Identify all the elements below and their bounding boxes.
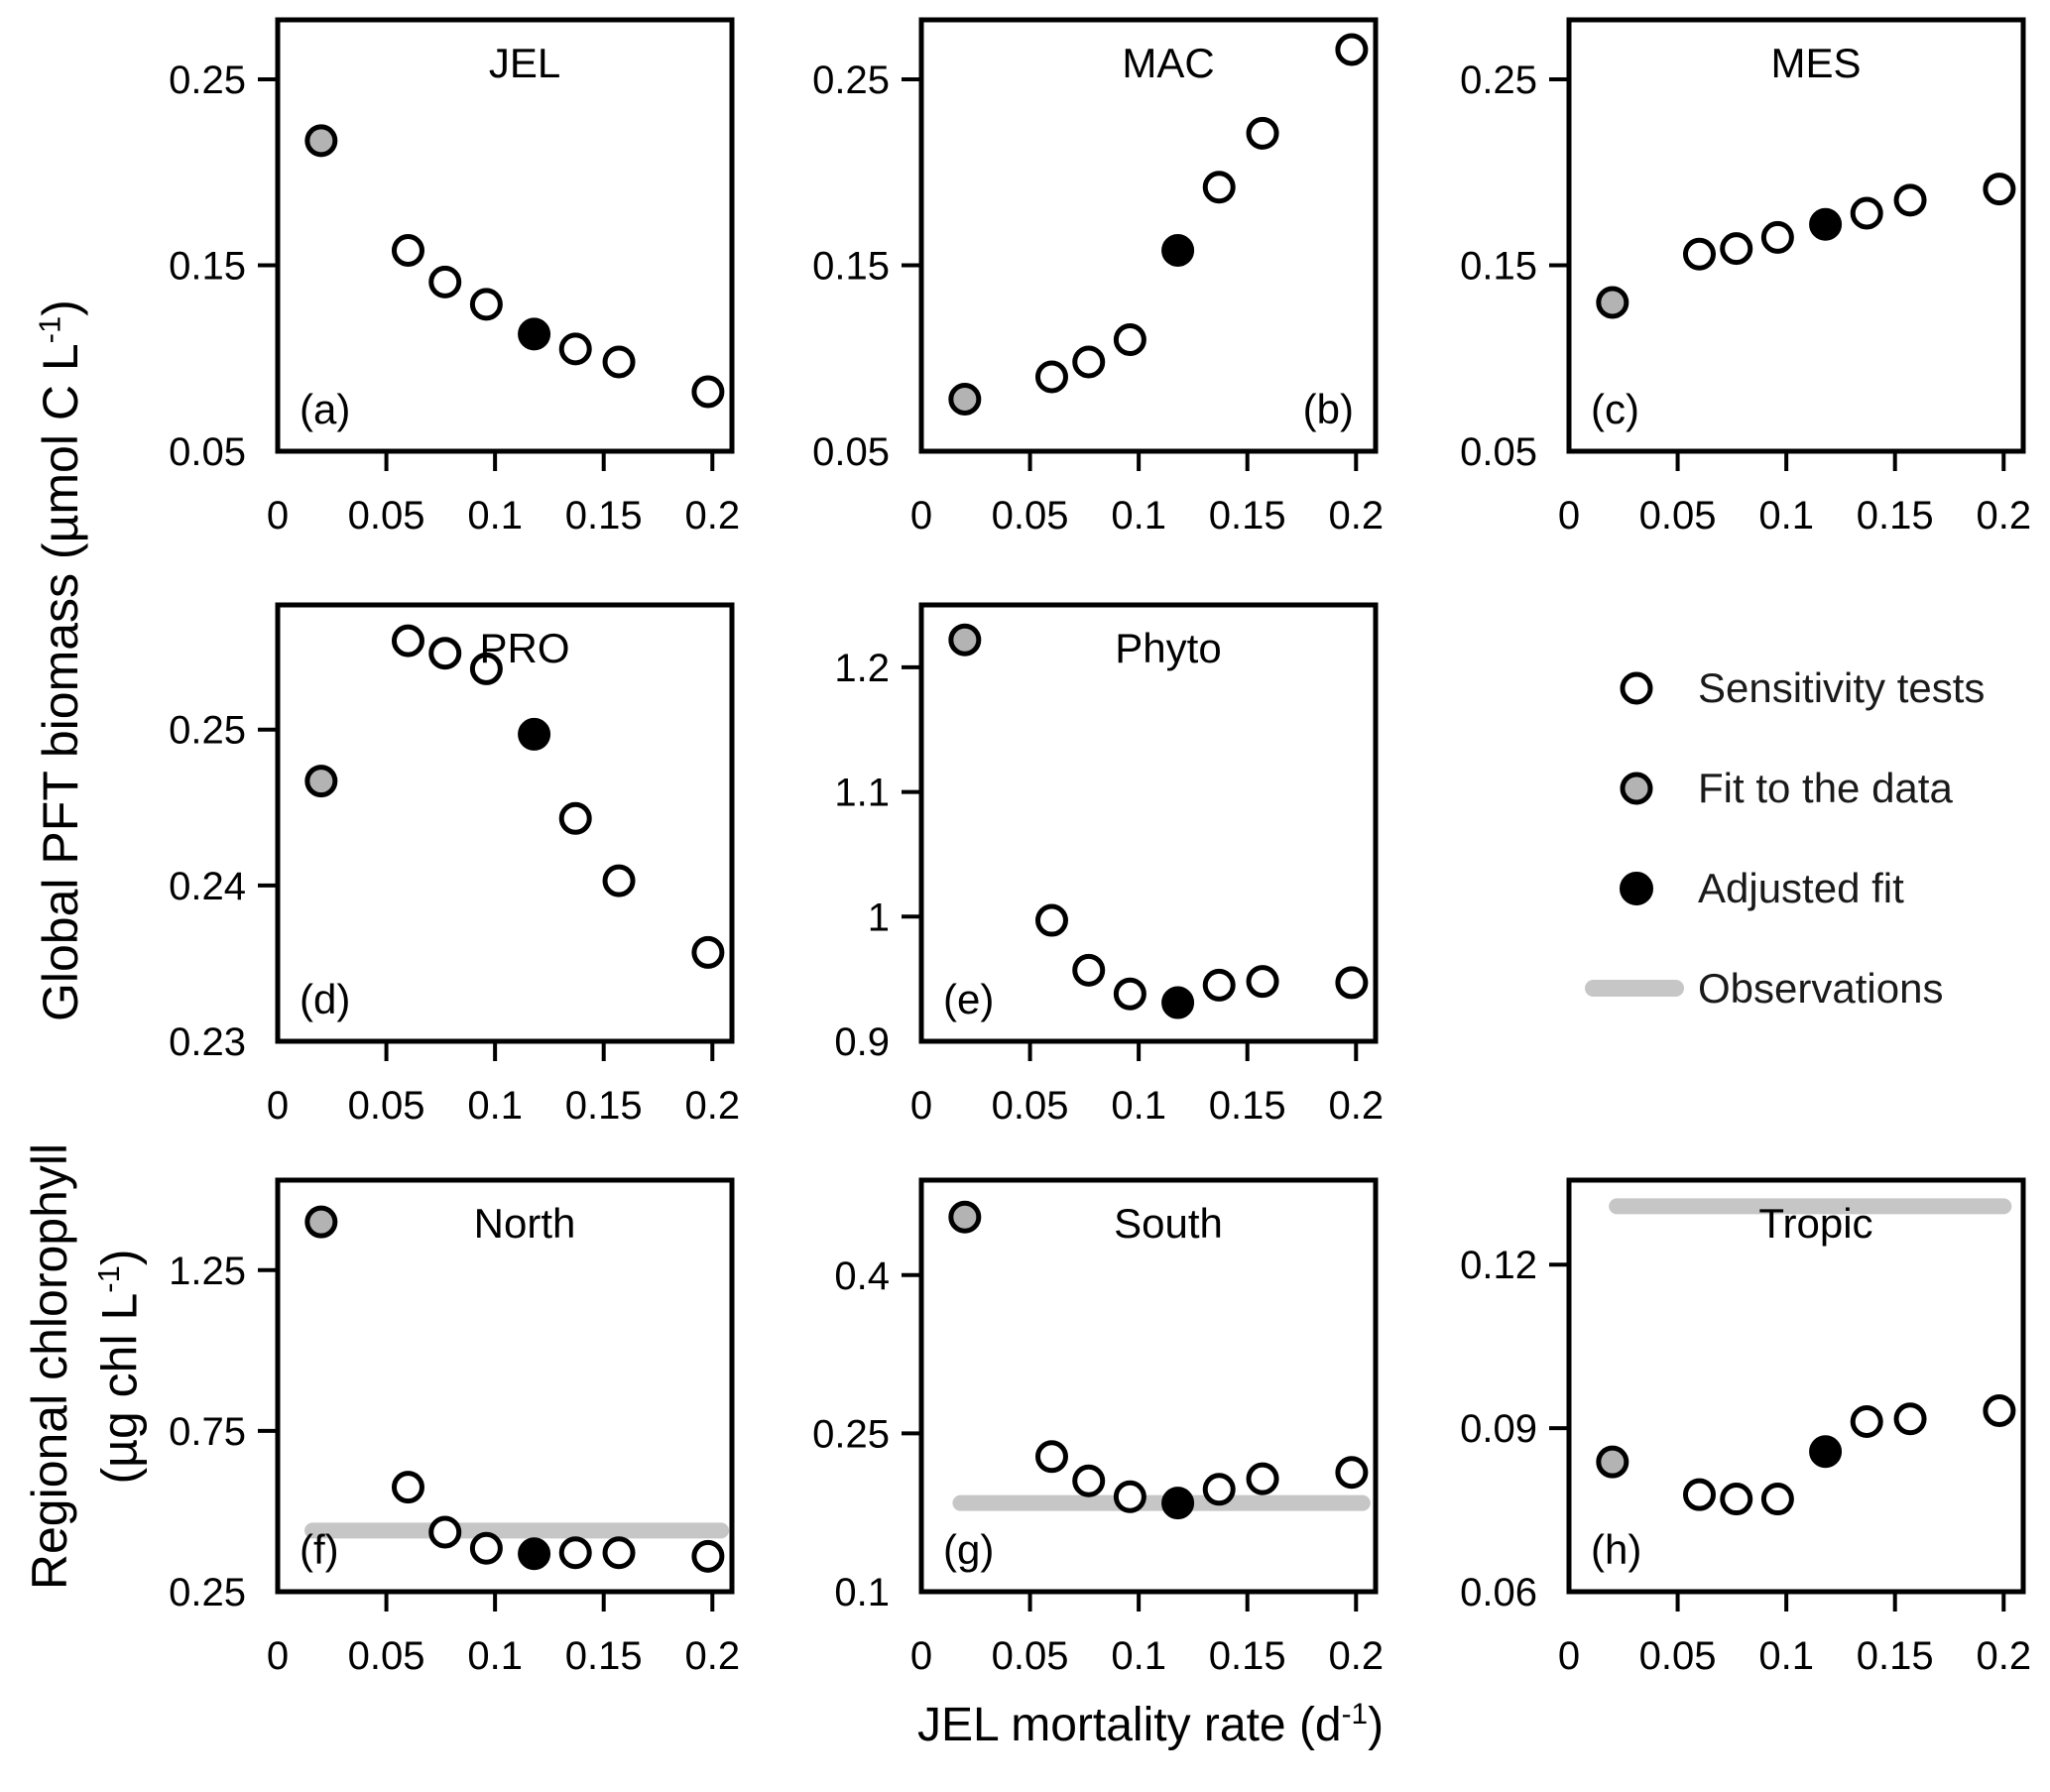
x-tick-label: 0.15 [1856, 1634, 1934, 1678]
adjusted-point [1164, 237, 1192, 265]
fit-point [951, 386, 979, 414]
x-tick-label: 0.2 [684, 494, 741, 538]
fit-point [307, 1208, 335, 1236]
y-tick-label: 0.06 [1460, 1571, 1537, 1614]
sensitivity-point [605, 867, 633, 895]
gray-circle-icon [1579, 761, 1698, 816]
x-tick-label: 0.2 [1976, 494, 2032, 538]
sensitivity-point [694, 378, 722, 406]
fit-point [1599, 1448, 1627, 1476]
x-tick-label: 0.2 [1328, 1084, 1385, 1128]
sensitivity-point [1896, 186, 1924, 214]
x-tick-label: 0 [266, 1084, 290, 1128]
y-tick-label: 0.1 [834, 1571, 890, 1614]
legend-item-observations [1579, 961, 2045, 1016]
sensitivity-point [1986, 1397, 2013, 1425]
sensitivity-point [1986, 176, 2013, 203]
legend [1579, 635, 2045, 1016]
sensitivity-point [1205, 174, 1233, 201]
x-tick-label: 0.05 [991, 1084, 1069, 1128]
panel-title: Tropic [1758, 1200, 1873, 1247]
x-tick-label: 0.05 [991, 1634, 1069, 1678]
fit-point [307, 768, 335, 795]
y-tick-label: 0.15 [812, 244, 890, 289]
panel-letter: (d) [300, 976, 351, 1022]
panel-title: South [1114, 1200, 1223, 1247]
y-tick-label: 0.05 [169, 430, 246, 474]
sensitivity-point [561, 1539, 589, 1567]
panel-b-mac [763, 0, 1415, 570]
sensitivity-point [1205, 1476, 1233, 1503]
y-tick-label: 0.09 [1460, 1407, 1537, 1452]
adjusted-point [521, 720, 548, 748]
y-axis-label-text-close: ) [33, 299, 88, 316]
y-tick-label: 0.75 [169, 1409, 246, 1454]
sensitivity-point [431, 268, 459, 296]
sensitivity-point [694, 1542, 722, 1570]
sensitivity-point [394, 1474, 422, 1501]
y-tick-label: 0.05 [1460, 430, 1537, 474]
x-tick-label: 0.15 [1208, 1634, 1286, 1678]
sensitivity-point [561, 804, 589, 832]
x-tick-label: 0.15 [564, 1634, 643, 1678]
sensitivity-point [1763, 1486, 1791, 1513]
sensitivity-point [1685, 240, 1713, 268]
sensitivity-point [1075, 956, 1103, 984]
y-tick-label: 0.25 [812, 59, 890, 102]
panel-e-phyto [763, 583, 1415, 1160]
x-tick-label: 0.05 [347, 1084, 425, 1128]
x-tick-label: 0.2 [684, 1084, 741, 1128]
x-tick-label: 0.15 [564, 494, 643, 538]
fit-point [307, 127, 335, 155]
x-tick-label: 0 [909, 1634, 933, 1678]
x-tick-label: 0 [1557, 1634, 1581, 1678]
legend-item-sensitivity-tests [1579, 660, 2045, 716]
y-tick-label: 0.23 [169, 1020, 246, 1064]
panel-title: MES [1770, 40, 1862, 86]
adjusted-point [521, 320, 548, 348]
x-tick-label: 0.1 [1758, 1634, 1814, 1678]
sensitivity-point [1763, 223, 1791, 251]
sensitivity-point [431, 640, 459, 667]
x-axis-label-text: JEL mortality rate (d [916, 1699, 1342, 1751]
x-tick-label: 0.1 [1758, 494, 1814, 538]
sensitivity-point [605, 348, 633, 376]
y-tick-label: 0.25 [169, 1571, 246, 1614]
y-tick-label: 0.4 [834, 1254, 890, 1298]
y-tick-label: 0.25 [1460, 59, 1537, 102]
y-axis-label-global-pft-biomass [32, 299, 89, 1021]
y-tick-label: 0.24 [169, 864, 246, 908]
x-tick-label: 0.15 [564, 1084, 643, 1128]
fit-point [1599, 289, 1627, 316]
panel-d-pro [119, 583, 772, 1160]
y-tick-label: 1.2 [834, 646, 890, 690]
y-tick-label: 1.25 [169, 1249, 246, 1293]
y-axis-label-line2-superscript: -1 [91, 1265, 126, 1293]
x-tick-label: 0 [1557, 494, 1581, 538]
panel-a-jel [119, 0, 772, 570]
x-axis-label-superscript: -1 [1341, 1698, 1369, 1731]
adjusted-point [1812, 210, 1840, 238]
sensitivity-point [1249, 1465, 1276, 1493]
x-tick-label: 0.1 [1111, 1084, 1166, 1128]
sensitivity-point [472, 1534, 500, 1562]
y-tick-label: 0.12 [1460, 1244, 1537, 1288]
sensitivity-point [1723, 235, 1750, 263]
x-tick-label: 0.15 [1856, 494, 1934, 538]
adjusted-point [521, 1540, 548, 1568]
sensitivity-point [1037, 1443, 1065, 1471]
y-tick-label: 0.25 [169, 708, 246, 753]
panel-title: MAC [1122, 40, 1215, 86]
legend-item-fit-to-the-data [1579, 761, 2045, 816]
adjusted-point [1164, 989, 1192, 1016]
adjusted-point [1164, 1490, 1192, 1517]
fit-point [951, 626, 979, 654]
panel-c-mes [1410, 0, 2050, 570]
legend-item-adjusted-fit [1579, 861, 2045, 916]
black-circle-icon [1579, 861, 1698, 916]
gray-line-icon [1579, 961, 1698, 1016]
x-axis-label-close: ) [1368, 1699, 1385, 1751]
x-tick-label: 0.1 [467, 494, 523, 538]
x-tick-label: 0.05 [1638, 1634, 1717, 1678]
panel-title: North [473, 1200, 576, 1247]
x-tick-label: 0 [909, 494, 933, 538]
panel-letter: (c) [1591, 386, 1639, 432]
sensitivity-point [694, 938, 722, 966]
sensitivity-point [1075, 348, 1103, 376]
sensitivity-point [1249, 968, 1276, 996]
panel-letter: (e) [943, 976, 995, 1022]
legend-label: Sensitivity tests [1698, 664, 1986, 711]
fit-point [951, 1203, 979, 1231]
x-tick-label: 0.05 [1638, 494, 1717, 538]
x-tick-label: 0 [909, 1084, 933, 1128]
y-axis-label-line2-close: ) [91, 1249, 148, 1266]
x-tick-label: 0.1 [1111, 494, 1166, 538]
panel-title: Phyto [1115, 625, 1222, 671]
x-tick-label: 0 [266, 494, 290, 538]
adjusted-point [1812, 1438, 1840, 1466]
sensitivity-point [1723, 1486, 1750, 1513]
sensitivity-point [1037, 906, 1065, 934]
panel-letter: (a) [300, 386, 351, 432]
x-tick-label: 0.15 [1208, 1084, 1286, 1128]
x-tick-label: 0.1 [1111, 1634, 1166, 1678]
panel-h-tropic [1410, 1158, 2050, 1711]
sensitivity-point [1338, 1459, 1366, 1487]
sensitivity-point [561, 335, 589, 363]
x-tick-label: 0.2 [1328, 494, 1385, 538]
x-tick-label: 0.05 [347, 1634, 425, 1678]
panel-letter: (h) [1591, 1526, 1642, 1573]
y-tick-label: 0.9 [834, 1020, 890, 1064]
sensitivity-point [1075, 1467, 1103, 1494]
panel-f-north [119, 1158, 772, 1711]
x-tick-label: 0.1 [467, 1634, 523, 1678]
y-tick-label: 0.15 [169, 244, 246, 289]
sensitivity-point [1853, 199, 1880, 227]
panel-g-south [763, 1158, 1415, 1711]
y-tick-label: 0.15 [1460, 244, 1537, 289]
y-axis-label-line1: Regional chlorophyll [22, 1142, 77, 1591]
sensitivity-point [1896, 1405, 1924, 1433]
y-tick-label: 0.05 [812, 430, 890, 474]
y-axis-label-superscript: -1 [32, 315, 67, 344]
x-tick-label: 0.1 [467, 1084, 523, 1128]
open-circle-icon [1579, 660, 1698, 716]
y-axis-label-text: Global PFT biomass (µmol C L [33, 343, 88, 1021]
x-tick-label: 0.2 [1328, 1634, 1385, 1678]
sensitivity-point [1685, 1481, 1713, 1508]
y-axis-label-line2-text: (µg chl L [91, 1292, 148, 1485]
sensitivity-point [1037, 363, 1065, 391]
x-tick-label: 0 [266, 1634, 290, 1678]
sensitivity-point [472, 291, 500, 318]
x-tick-label: 0.2 [1976, 1634, 2032, 1678]
y-tick-label: 1 [867, 896, 890, 940]
sensitivity-point [394, 237, 422, 265]
legend-label: Adjusted fit [1698, 865, 1904, 911]
sensitivity-point [394, 627, 422, 655]
x-tick-label: 0.05 [991, 494, 1069, 538]
sensitivity-point [605, 1539, 633, 1567]
panel-title: PRO [479, 625, 570, 671]
sensitivity-point [431, 1518, 459, 1546]
panel-title: JEL [488, 40, 561, 86]
y-tick-label: 0.25 [812, 1412, 890, 1457]
x-tick-label: 0.2 [684, 1634, 741, 1678]
x-tick-label: 0.15 [1208, 494, 1286, 538]
sensitivity-point [1116, 326, 1144, 354]
panel-letter: (f) [300, 1526, 339, 1573]
sensitivity-point [1116, 980, 1144, 1008]
x-tick-label: 0.05 [347, 494, 425, 538]
sensitivity-point [1205, 971, 1233, 999]
sensitivity-point [1853, 1408, 1880, 1436]
sensitivity-point [1338, 969, 1366, 997]
legend-label: Observations [1698, 965, 1944, 1012]
panel-letter: (b) [1302, 386, 1354, 432]
y-tick-label: 1.1 [834, 771, 890, 815]
sensitivity-point [1338, 36, 1366, 63]
sensitivity-point [1116, 1483, 1144, 1510]
y-tick-label: 0.25 [169, 59, 246, 102]
legend-label: Fit to the data [1698, 765, 1953, 811]
sensitivity-point [1249, 119, 1276, 147]
panel-letter: (g) [943, 1526, 995, 1573]
